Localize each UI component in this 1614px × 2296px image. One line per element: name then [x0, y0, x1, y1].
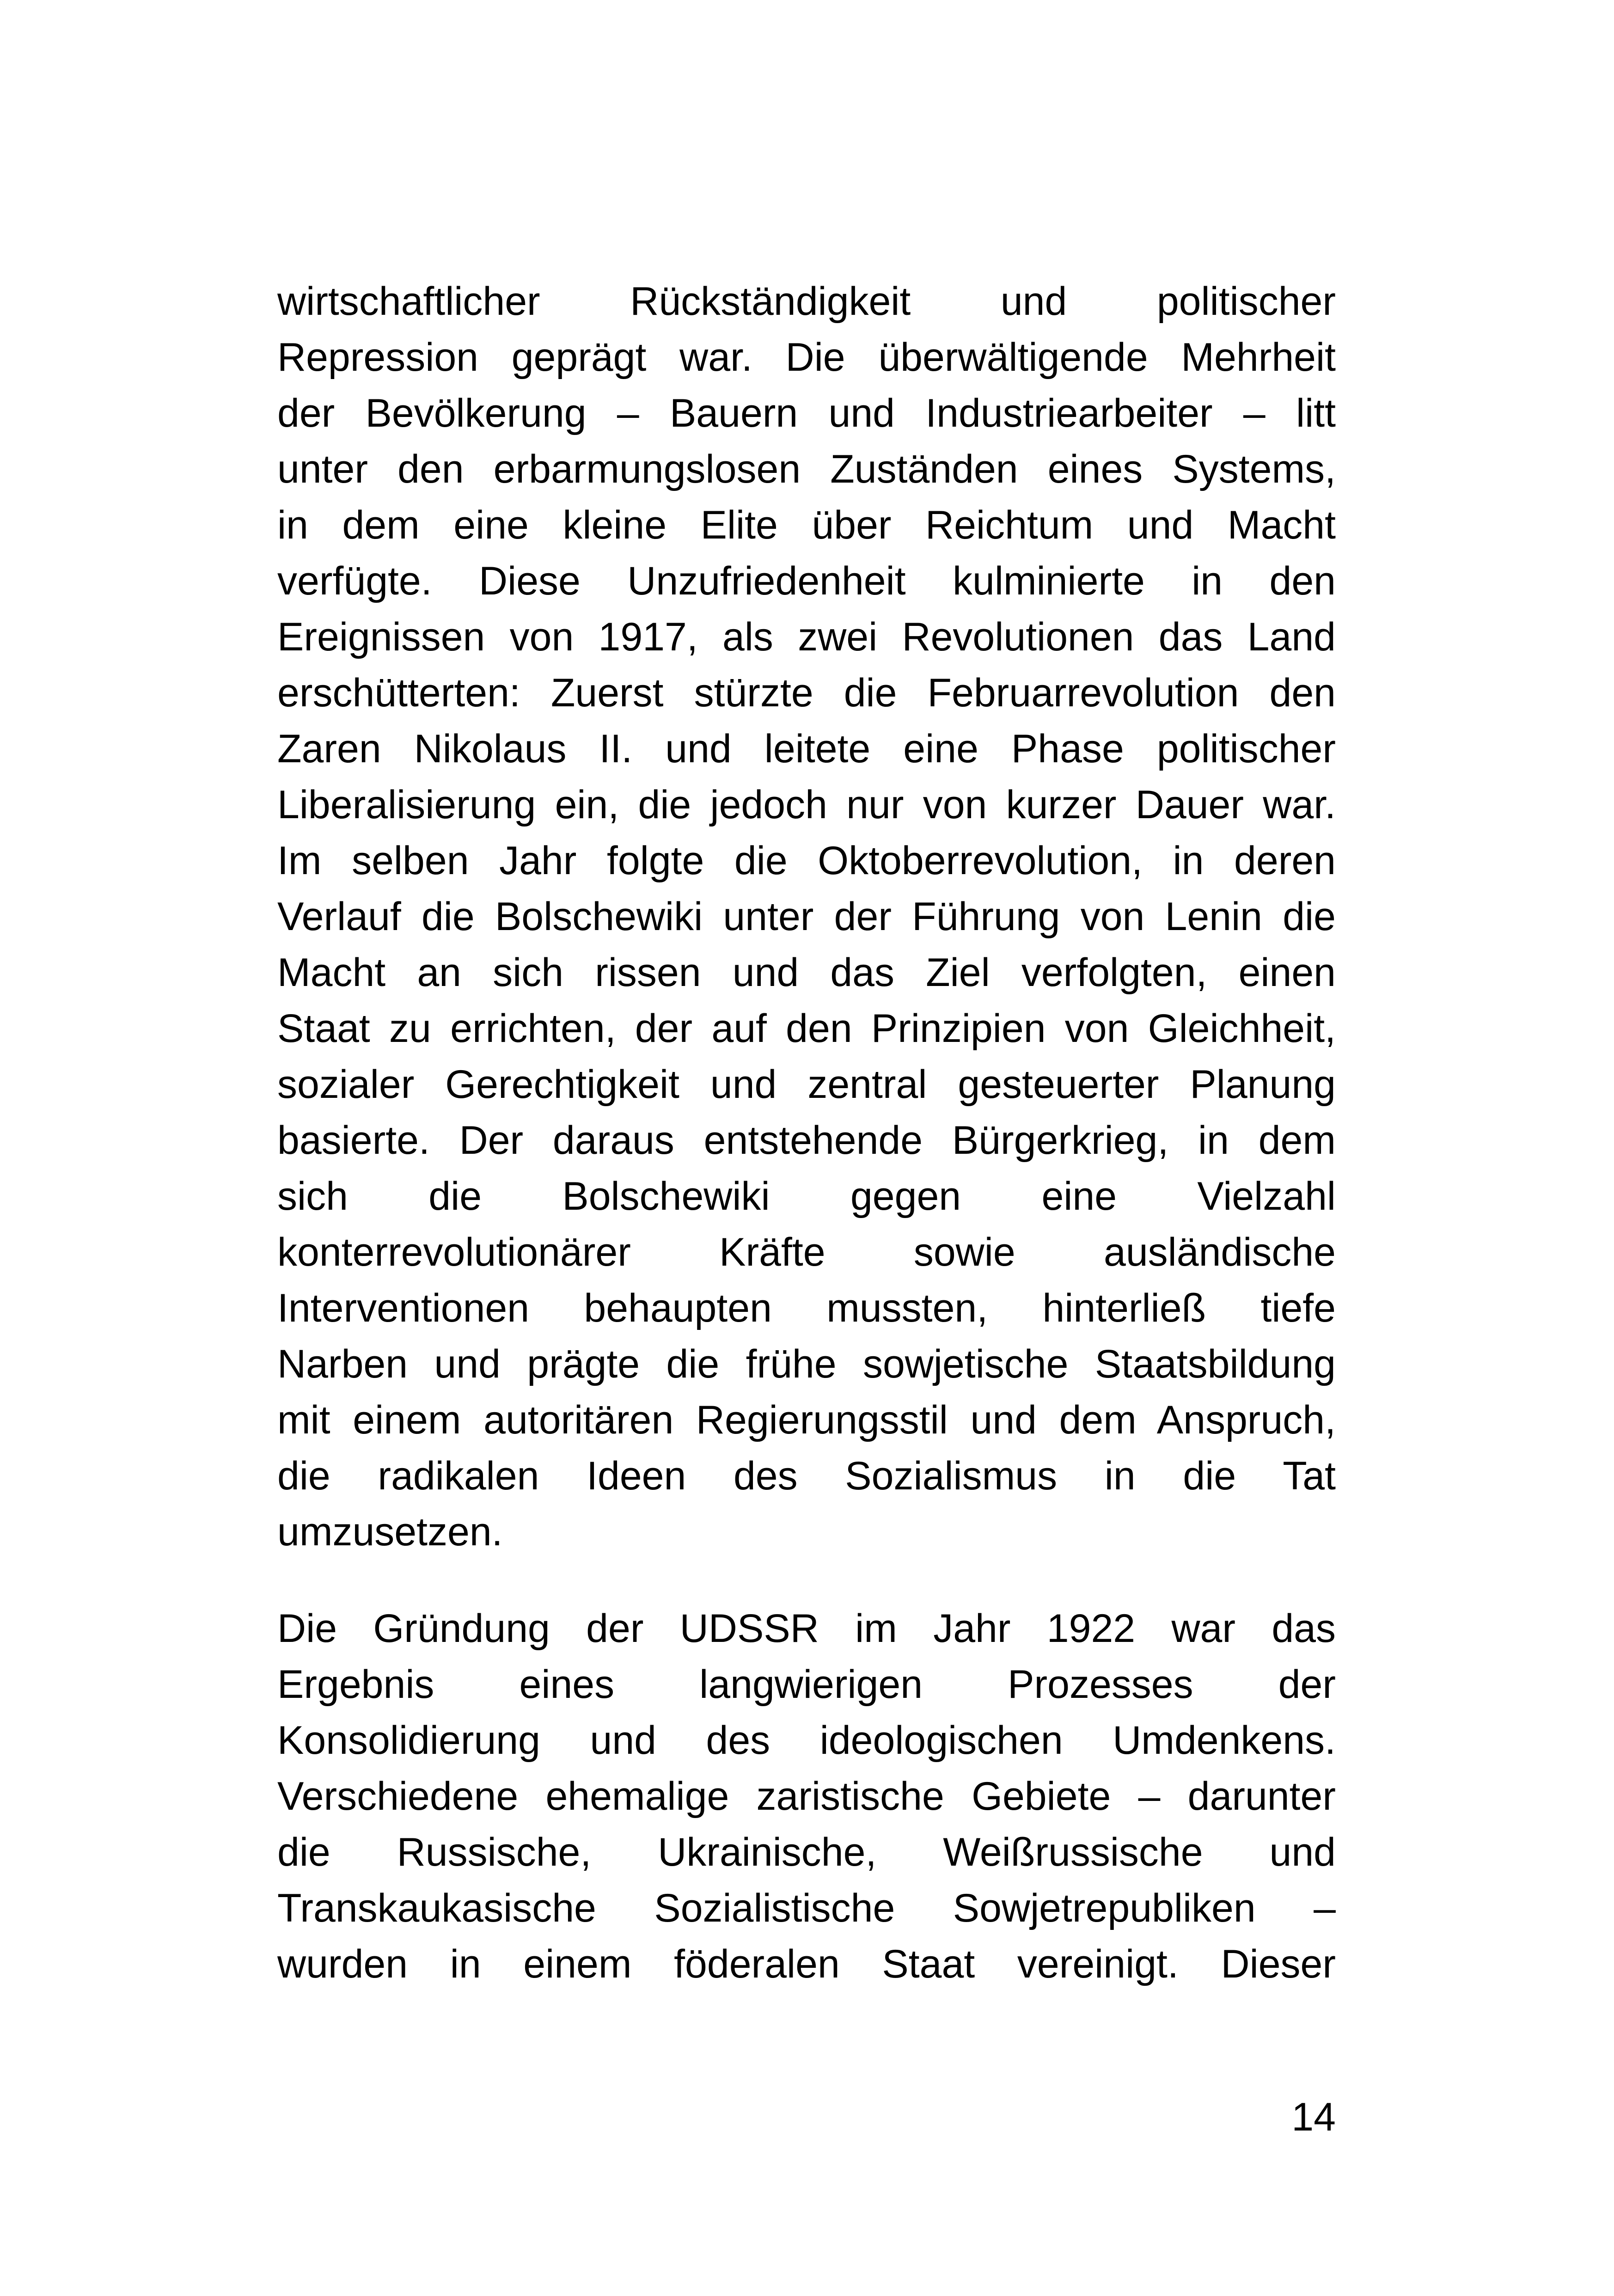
text-line: in dem eine kleine Elite über Reichtum und Macht — [277, 503, 1336, 547]
text-line: Verlauf die Bolschewiki unter der Führung von Lenin die — [277, 894, 1336, 939]
text-line: der Bevölkerung – Bauern und Industriearbeiter – litt — [277, 391, 1336, 435]
text-line: Liberalisierung ein, die jedoch nur von kurzer Dauer war. — [277, 783, 1336, 827]
text-line: Ereignissen von 1917, als zwei Revolutionen das Land — [277, 615, 1336, 659]
text-line: verfügte. Diese Unzufriedenheit kulminierte in den — [277, 559, 1336, 603]
text-line: Interventionen behaupten mussten, hinterließ tiefe — [277, 1286, 1336, 1330]
text-line: Macht an sich rissen und das Ziel verfolgten, einen — [277, 950, 1336, 995]
text-line: basierte. Der daraus entstehende Bürgerkrieg, in dem — [277, 1118, 1336, 1163]
text-line: sozialer Gerechtigkeit und zentral gesteuerter Planung — [277, 1062, 1336, 1107]
text-line: Staat zu errichten, der auf den Prinzipien von Gleichheit, — [277, 1006, 1336, 1051]
body-paragraph-2 — [277, 1601, 1336, 1992]
text-line: erschütterten: Zuerst stürzte die Februarrevolution den — [277, 671, 1336, 715]
text-line: unter den erbarmungslosen Zuständen eines Systems, — [277, 447, 1336, 491]
text-line: Verschiedene ehemalige zaristische Gebiete – darunter — [277, 1774, 1336, 1818]
text-line: Zaren Nikolaus II. und leitete eine Phase politischer — [277, 727, 1336, 771]
text-line: die Russische, Ukrainische, Weißrussische und — [277, 1830, 1336, 1874]
text-line: mit einem autoritären Regierungsstil und dem Anspruch, — [277, 1398, 1336, 1442]
text-line: wirtschaftlicher Rückständigkeit und politischer — [277, 279, 1336, 324]
text-line: die radikalen Ideen des Sozialismus in die Tat — [277, 1454, 1336, 1498]
text-line: Konsolidierung und des ideologischen Umdenkens. — [277, 1718, 1336, 1763]
page-number: 14 — [1291, 2095, 1336, 2139]
text-line: Im selben Jahr folgte die Oktoberrevolution, in deren — [277, 839, 1336, 883]
text-line: Ergebnis eines langwierigen Prozesses der — [277, 1662, 1336, 1707]
body-paragraph-1 — [277, 274, 1336, 1560]
text-line: Die Gründung der UDSSR im Jahr 1922 war das — [277, 1606, 1336, 1651]
text-line: konterrevolutionärer Kräfte sowie ausländische — [277, 1230, 1336, 1274]
text-line: Transkaukasische Sozialistische Sowjetrepubliken – — [277, 1886, 1336, 1930]
text-line: sich die Bolschewiki gegen eine Vielzahl — [277, 1174, 1336, 1218]
text-line: wurden in einem föderalen Staat vereinigt. Dieser — [277, 1942, 1336, 1986]
text-line: umzusetzen. — [277, 1510, 503, 1554]
text-line: Repression geprägt war. Die überwältigende Mehrheit — [277, 335, 1336, 380]
text-line: Narben und prägte die frühe sowjetische Staatsbildung — [277, 1342, 1336, 1386]
